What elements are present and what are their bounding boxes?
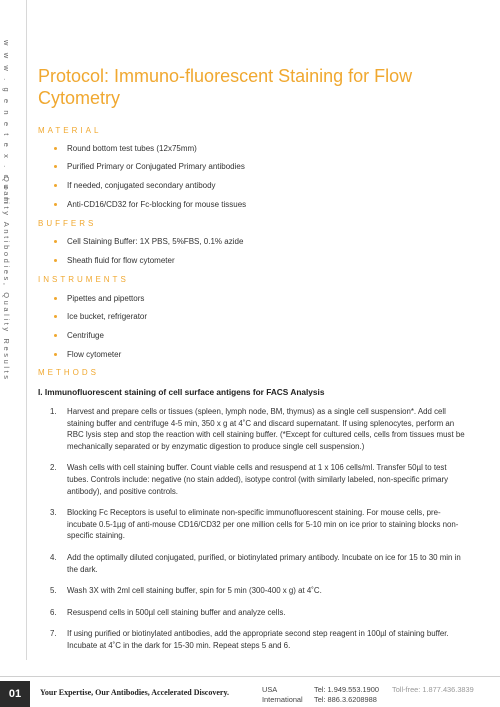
step-item: 4. Add the optimally diluted conjugated, purified, or biotinylated primary antibody. Incubate on ice for 15 to 30 min in the dark.: [50, 552, 461, 574]
methods-steps: [50, 406, 465, 662]
bullet-icon: [54, 203, 57, 206]
list-item: Anti-CD16/CD32 for Fc-blocking for mouse tissues: [54, 200, 246, 209]
step-item: 1. Harvest and prepare cells or tissues (spleen, lymph node, BM, thymus) as a single cell suspension*. Add cell staining buffer and centrifuge 4-5 min, 350 x g at 4˚C and discard supernatant. If using splenocytes, perform an RBC lysis step and stop the reaction with cell staining buffer. (*Except for cultured cells, cells from tissues must be mechanically separated or by enzymatic digestion to produce single cell suspension.): [50, 407, 465, 451]
step-item: 7. If using purified or biotinylated antibodies, add the appropriate second step reagent in 100µl of staining buffer. Incubate at 4˚C in the dark for 15-30 min. Repeat steps 5 and 6.: [50, 629, 449, 650]
sidebar: [0, 0, 22, 707]
step-item: 3. Blocking Fc Receptors is useful to eliminate non-specific immunofluorescent staining. For mouse cells, pre-incubate 0.5-1µg of anti-mouse CD16/CD32 per one million cells for 5-10 min on ice prior to staining blocks non-specific staining.: [50, 508, 459, 541]
list-item: Round bottom test tubes (12x75mm): [54, 144, 197, 153]
material-heading: MATERIAL: [38, 126, 102, 135]
page-number: 01: [0, 681, 30, 707]
methods-subheading: I. Immunofluorescent staining of cell surface antigens for FACS Analysis: [38, 387, 325, 397]
bullet-icon: [54, 315, 57, 318]
list-item: Flow cytometer: [54, 350, 121, 359]
buffers-heading: BUFFERS: [38, 219, 97, 228]
instruments-heading: INSTRUMENTS: [38, 275, 129, 284]
footer-tagline: Your Expertise, Our Antibodies, Accelerated Discovery.: [40, 688, 230, 697]
bullet-icon: [54, 353, 57, 356]
sidebar-divider: [26, 0, 27, 660]
bullet-icon: [54, 184, 57, 187]
list-item: Pipettes and pipettors: [54, 294, 144, 303]
step-item: 2. Wash cells with cell staining buffer. Count viable cells and resuspend at 1 x 106 cells/ml. Transfer 50µl to test tubes. Controls include: negative (no stain added), isotype control (with similarly labeled, non-specific primary antibody), and positive controls.: [50, 463, 449, 496]
sidebar-website: w w w . g e n e t e x . c o m: [2, 40, 11, 206]
sidebar-slogan: Quality Antibodies, Quality Results: [2, 176, 11, 382]
footer-tel-usa: Tel: 1.949.553.1900: [314, 685, 379, 694]
step-item: 5. Wash 3X with 2ml cell staining buffer, spin for 5 min (300-400 x g) at 4˚C.: [50, 586, 322, 596]
list-item: Centrifuge: [54, 331, 104, 340]
footer-divider: [0, 676, 500, 677]
list-item: Sheath fluid for flow cytometer: [54, 256, 175, 265]
footer-region-usa: USA: [262, 685, 278, 694]
footer-tel-intl: Tel: 886.3.6208988: [314, 695, 377, 704]
footer-region-intl: International: [262, 695, 303, 704]
list-item: Purified Primary or Conjugated Primary antibodies: [54, 162, 245, 171]
bullet-icon: [54, 147, 57, 150]
bullet-icon: [54, 334, 57, 337]
methods-heading: METHODS: [38, 368, 99, 377]
page-title: Protocol: Immuno-fluorescent Staining for Flow Cytometry: [38, 66, 413, 108]
bullet-icon: [54, 297, 57, 300]
list-item: If needed, conjugated secondary antibody: [54, 181, 216, 190]
bullet-icon: [54, 259, 57, 262]
step-item: 6. Resuspend cells in 500µl cell staining buffer and analyze cells.: [50, 607, 286, 617]
footer-tollfree: Toll-free: 1.877.436.3839: [392, 685, 474, 694]
bullet-icon: [54, 240, 57, 243]
bullet-icon: [54, 165, 57, 168]
list-item: Cell Staining Buffer: 1X PBS, 5%FBS, 0.1% azide: [54, 237, 243, 246]
list-item: Ice bucket, refrigerator: [54, 312, 147, 321]
